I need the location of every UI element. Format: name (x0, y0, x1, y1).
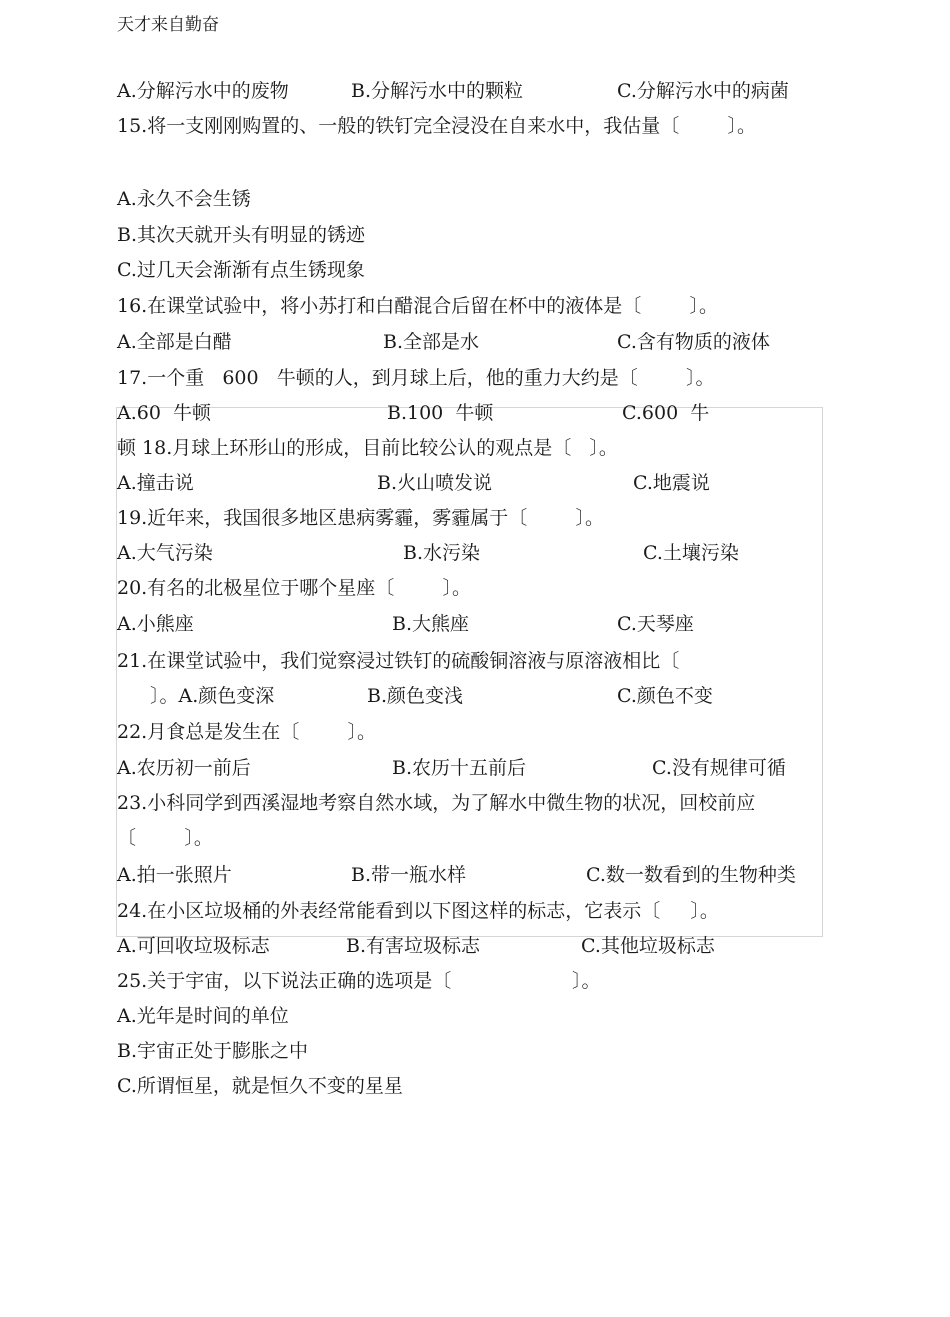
q19-option-a: A.大气污染 (117, 542, 213, 564)
q20-option-a: A.小熊座 (117, 613, 194, 635)
q18-stem: 顿 18.月球上环形山的形成，目前比较公认的观点是〔 〕。 (117, 437, 618, 459)
q17-option-b: B.100 牛顿 (387, 402, 494, 424)
q25-option-a: A.光年是时间的单位 (117, 1005, 289, 1027)
q19-option-c: C.土壤污染 (643, 542, 739, 564)
q23-stem: 23.小科同学到西溪湿地考察自然水域，为了解水中微生物的状况，回校前应 (117, 792, 756, 814)
page-header: 天才来自勤奋 (117, 15, 219, 35)
q16-option-c: C.含有物质的液体 (617, 331, 770, 353)
q17-option-a: A.60 牛顿 (117, 402, 212, 424)
q20-stem: 20.有名的北极星位于哪个星座〔 〕。 (117, 577, 472, 599)
q23-stem-cont: 〔 〕。 (117, 827, 213, 849)
q15-option-b: B.其次天就开头有明显的锈迹 (117, 224, 366, 246)
q19-option-b: B.水污染 (403, 542, 481, 564)
q14-option-b: B.分解污水中的颗粒 (351, 80, 524, 102)
q21-stem: 21.在课堂试验中，我们觉察浸过铁钉的硫酸铜溶液与原溶液相比〔 (117, 650, 680, 672)
q22-stem: 22.月食总是发生在〔 〕。 (117, 721, 377, 743)
q23-option-b: B.带一瓶水样 (351, 864, 467, 886)
q20-option-b: B.大熊座 (392, 613, 470, 635)
q16-stem: 16.在课堂试验中，将小苏打和白醋混合后留在杯中的液体是〔 〕。 (117, 295, 719, 317)
q23-option-c: C.数一数看到的生物种类 (586, 864, 796, 886)
q22-option-a: A.农历初一前后 (117, 757, 251, 779)
q14-option-a: A.分解污水中的废物 (117, 80, 289, 102)
q18-option-b: B.火山喷发说 (377, 472, 493, 494)
q22-option-b: B.农历十五前后 (392, 757, 527, 779)
q15-option-a: A.永久不会生锈 (117, 188, 251, 210)
q15-stem: 15.将一支刚刚购置的、一般的铁钉完全浸没在自来水中，我估量〔 〕。 (117, 115, 757, 137)
q16-option-a: A.全部是白醋 (117, 331, 232, 353)
q18-option-a: A.撞击说 (117, 472, 194, 494)
q22-option-c: C.没有规律可循 (652, 757, 786, 779)
q21-option-c: C.颜色不变 (617, 685, 713, 707)
q14-option-c: C.分解污水中的病菌 (617, 80, 789, 102)
q25-option-c: C.所谓恒星，就是恒久不变的星星 (117, 1075, 403, 1097)
q24-stem: 24.在小区垃圾桶的外表经常能看到以下图这样的标志，它表示〔 〕。 (117, 900, 719, 922)
q24-option-c: C.其他垃圾标志 (581, 935, 715, 957)
q25-stem: 25.关于宇宙，以下说法正确的选项是〔 〕。 (117, 970, 601, 992)
q19-stem: 19.近年来，我国很多地区患病雾霾，雾霾属于〔 〕。 (117, 507, 605, 529)
q18-option-c: C.地震说 (633, 472, 710, 494)
q24-option-b: B.有害垃圾标志 (346, 935, 481, 957)
q23-option-a: A.拍一张照片 (117, 864, 232, 886)
q21-option-b: B.颜色变浅 (367, 685, 464, 707)
q16-option-b: B.全部是水 (383, 331, 480, 353)
q24-option-a: A.可回收垃圾标志 (117, 935, 270, 957)
q20-option-c: C.天琴座 (617, 613, 694, 635)
q15-option-c: C.过几天会渐渐有点生锈现象 (117, 259, 365, 281)
q21-stem-cont: 〕。A.颜色变深 (150, 685, 275, 707)
q25-option-b: B.宇宙正处于膨胀之中 (117, 1040, 309, 1062)
q17-stem: 17.一个重 600 牛顿的人，到月球上后，他的重力大约是〔 〕。 (117, 367, 715, 389)
q17-option-c: C.600 牛 (622, 402, 710, 424)
